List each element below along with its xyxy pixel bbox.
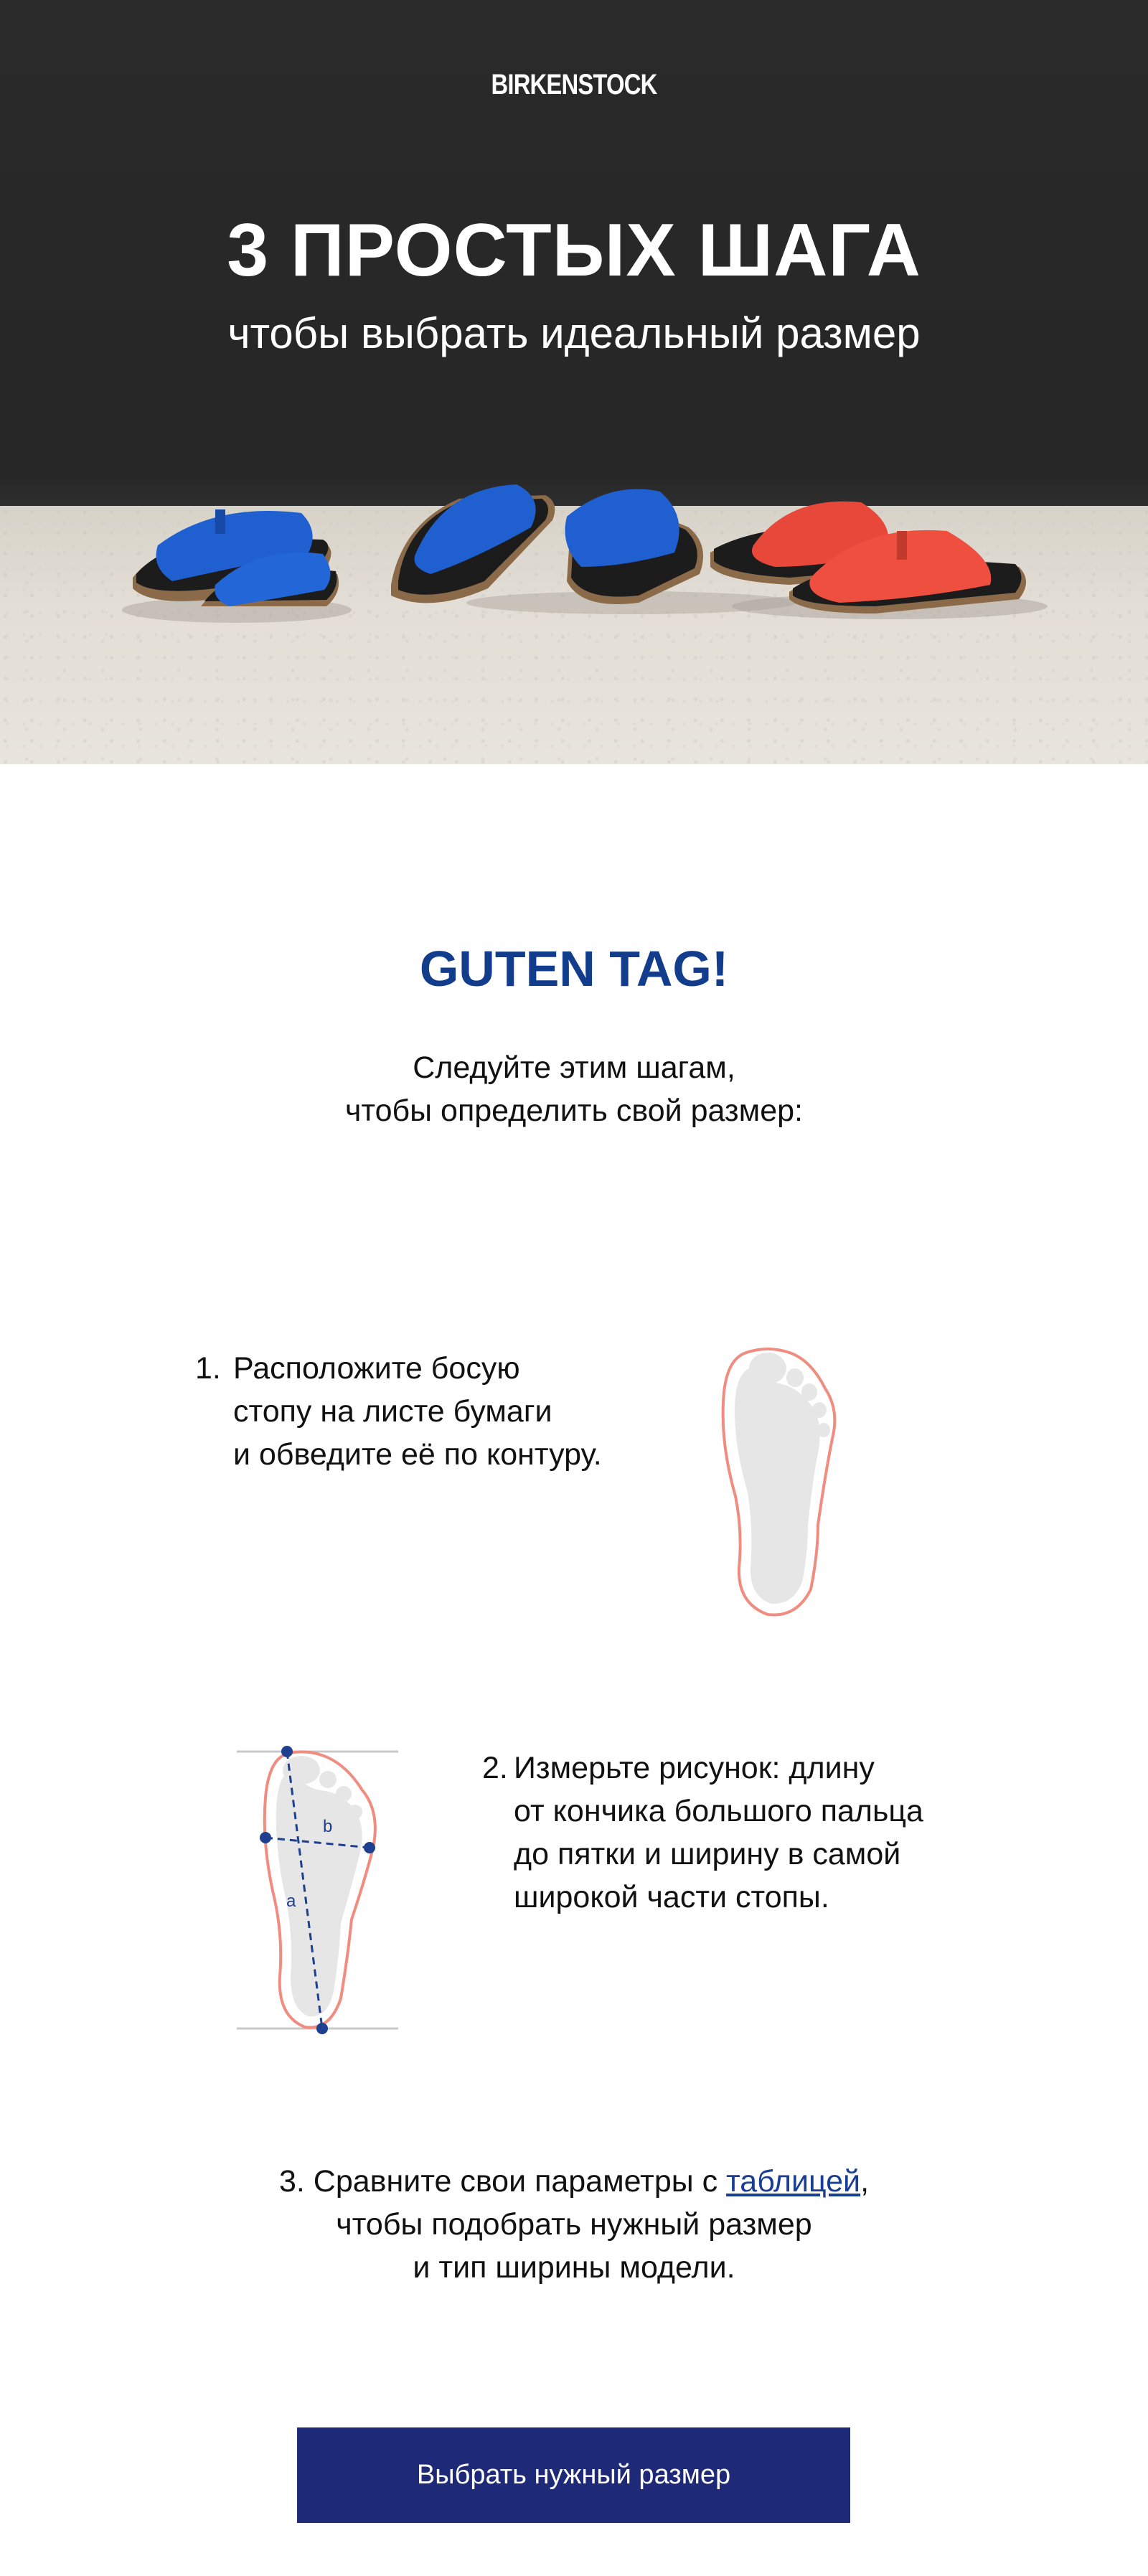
hero-banner (0, 0, 1148, 764)
step-text-line: до пятки и ширину в самой (514, 1837, 901, 1871)
step-text-line (0, 2160, 1148, 2203)
hero-title: 3 ПРОСТЫХ ШАГА (227, 209, 921, 292)
step-text-line: и обведите её по контуру. (233, 1437, 602, 1472)
length-label: a (286, 1891, 296, 1911)
step-number: 2. (482, 1751, 508, 1785)
step-text-line: Измерьте рисунок: длину (514, 1751, 875, 1785)
hero-subtitle: чтобы выбрать идеальный размер (227, 309, 921, 357)
step-3-suffix: , (860, 2164, 870, 2199)
sandal-blue-middle (391, 484, 703, 604)
foot-outline-icon (710, 1338, 847, 1625)
step-text-line: широкой части стопы. (514, 1880, 829, 1914)
step-3 (0, 2160, 1148, 2289)
foot-measurement-icon (233, 1740, 405, 2041)
step-text-line: от кончика большого пальца (514, 1794, 923, 1828)
step-text-line: стопу на листе бумаги (233, 1394, 552, 1429)
step-1 (195, 1347, 697, 1490)
intro-line: Следуйте этим шагам, (413, 1050, 735, 1085)
step-text-line: чтобы подобрать нужный размер (336, 2207, 812, 2242)
step-text-line: и тип ширины модели. (413, 2250, 735, 2285)
size-table-link[interactable]: таблицей (726, 2164, 861, 2199)
step-text-line: Расположите босую (233, 1351, 520, 1386)
sandals-image (0, 459, 1148, 631)
step-3-prefix: 3. Сравните свои параметры с (278, 2164, 727, 2199)
step-2 (482, 1747, 1042, 1919)
sandal-blue-left (133, 509, 339, 606)
width-label: b (323, 1817, 333, 1836)
brand-logo[interactable]: BIRKENSTOCK (491, 69, 657, 100)
intro-text (0, 1046, 1148, 1132)
intro-line: чтобы определить свой размер: (345, 1094, 803, 1128)
choose-size-button[interactable]: Выбрать нужный размер (297, 2427, 850, 2523)
step-number: 1. (195, 1351, 221, 1386)
greeting-heading: GUTEN TAG! (419, 941, 729, 997)
